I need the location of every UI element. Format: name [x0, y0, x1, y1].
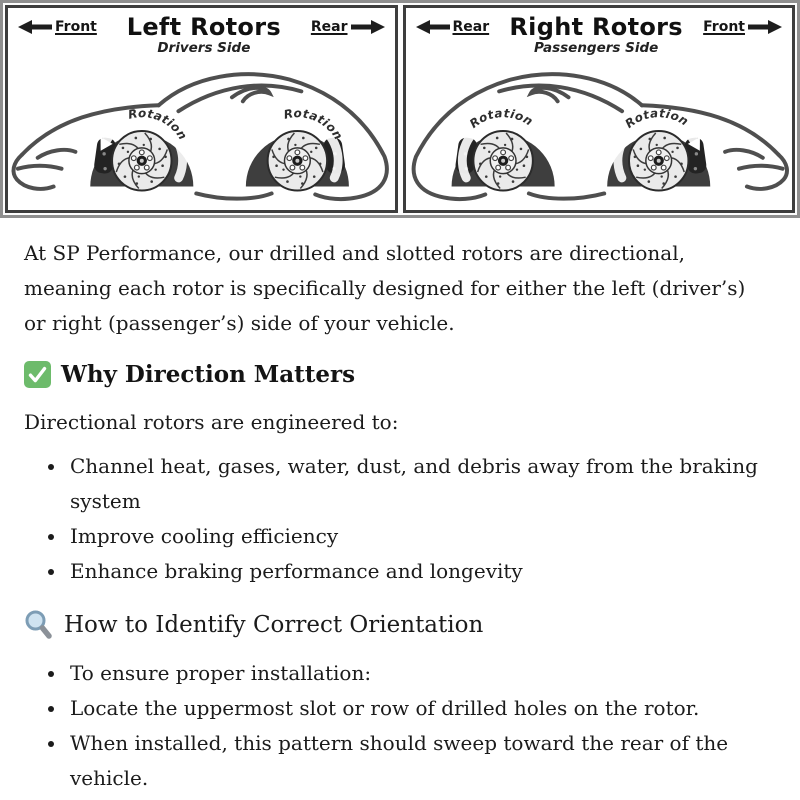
panel-title: Right Rotors: [509, 13, 683, 41]
why-direction-heading: [24, 361, 778, 388]
list-item: [67, 449, 767, 519]
list-item-text: Enhance braking performance and longevity: [70, 559, 523, 583]
left-panel-titles: [97, 15, 311, 55]
edge-label: Rear: [310, 19, 348, 35]
panel-subtitle: Passengers Side: [533, 40, 659, 57]
rotation-label: Rotation: [126, 106, 191, 143]
rotation-label: Rotation: [466, 106, 536, 131]
edge-label: Rear: [452, 19, 490, 35]
list-item-text: Channel heat, gases, water, dust, and debris away from the braking system: [70, 454, 758, 513]
list-item-text: Locate the uppermost slot or row of drilled holes on the rotor.: [70, 696, 700, 720]
front-direction-indicator: [18, 19, 97, 35]
intro-paragraph: At SP Performance, our drilled and slotted rotors are directional, meaning each rotor is specifically designed for either the left (driver’s) or right (passenger’s) side of your vehicle.: [24, 241, 746, 335]
magnifying-glass-icon: [24, 609, 54, 640]
why-lead-paragraph: Directional rotors are engineered to:: [24, 410, 399, 434]
list-item: [67, 519, 767, 554]
arrow-left-icon: [18, 20, 52, 34]
list-item-text: To ensure proper installation:: [70, 661, 372, 685]
front-direction-indicator: [703, 19, 782, 35]
list-item-text: When installed, this pattern should sweep toward the rear of the vehicle.: [70, 731, 729, 790]
identify-bullet-list: [24, 656, 767, 796]
right-panel-header: [406, 8, 793, 58]
panel-title: Left Rotors: [126, 13, 281, 41]
arrow-left-icon: [416, 20, 450, 34]
arrow-right-icon: [748, 20, 782, 34]
arrow-right-icon: [351, 20, 385, 34]
right-panel-titles: [489, 15, 703, 55]
edge-label: Front: [55, 19, 97, 35]
edge-label: Front: [703, 19, 745, 35]
left-rotors-panel: [5, 5, 398, 213]
heading-text: Why Direction Matters: [61, 361, 356, 388]
list-item: [67, 554, 767, 589]
identify-orientation-heading: [24, 609, 778, 640]
panel-subtitle: Drivers Side: [157, 40, 251, 57]
article-body: [0, 236, 800, 796]
right-rotors-panel: [403, 5, 796, 213]
rotation-label: Rotation: [282, 106, 346, 143]
car-right-illustration: [406, 58, 793, 210]
list-item: [67, 656, 767, 691]
rear-direction-indicator: [416, 19, 490, 35]
rotor-direction-diagram: [0, 0, 800, 218]
car-left-illustration: [8, 58, 395, 210]
list-item: [67, 726, 767, 796]
why-bullet-list: [24, 449, 767, 589]
rear-direction-indicator: [311, 19, 385, 35]
heading-text: How to Identify Correct Orientation: [64, 611, 484, 638]
check-mark-icon: [24, 361, 51, 388]
left-panel-header: [8, 8, 395, 58]
rotation-label: Rotation: [622, 106, 691, 131]
list-item-text: Improve cooling efficiency: [70, 524, 339, 548]
list-item: [67, 691, 767, 726]
